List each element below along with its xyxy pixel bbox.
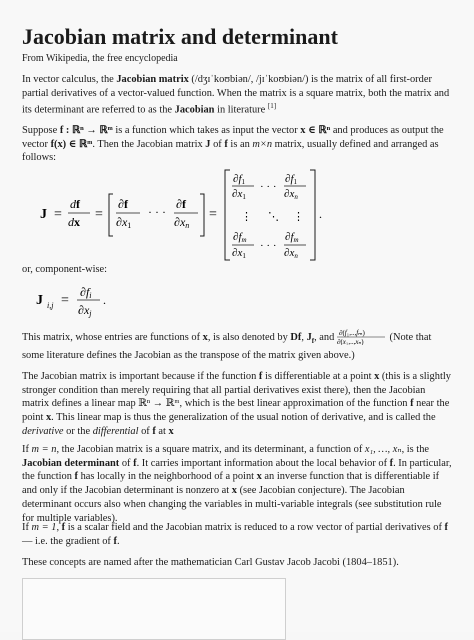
component-wise-label: or, component-wise: xyxy=(22,264,107,275)
svg-text:∂(x₁,..,xₙ): ∂(x₁,..,xₙ) xyxy=(336,338,364,345)
figure-frame xyxy=(22,578,286,640)
svg-text:df: df xyxy=(70,197,80,211)
svg-text:=: = xyxy=(54,207,62,222)
svg-text:.: . xyxy=(103,293,106,307)
svg-text:=: = xyxy=(209,207,217,222)
svg-text:∂x1: ∂x1 xyxy=(232,188,246,201)
svg-text:i,j: i,j xyxy=(47,301,54,310)
svg-text:.: . xyxy=(319,207,322,221)
svg-text:∂fm: ∂fm xyxy=(285,231,299,244)
svg-text:· · ·: · · · xyxy=(260,240,277,252)
svg-text:∂xn: ∂xn xyxy=(174,215,190,230)
svg-text:∂f1: ∂f1 xyxy=(233,173,245,186)
jacobian-notation xyxy=(337,329,387,345)
svg-text:∂f: ∂f xyxy=(176,197,186,211)
svg-text:∂x1: ∂x1 xyxy=(232,247,246,260)
svg-text:∂xj: ∂xj xyxy=(78,303,92,318)
intro-paragraph: In vector calculus, the Jacobian matrix (/dʒɪˈkoʊbiən/, /jɪˈkoʊbiən/) is the matrix of all first-order partial derivatives of a vector-valued function. When the matrix is a square matrix, both the matrix and its determinant are referred to as the Jacobian in literature [1] xyxy=(22,74,450,116)
notation-paragraph: This matrix, whose entries are functions of x, is also denoted by Df, $J_f$, and ∂(f₁,..,fₘ) ∂(x₁,..,xₙ) (Note that some literature defines the Jacobian as the transpose of the matrix given above.) xyxy=(22,329,432,361)
svg-text:· · ·: · · · xyxy=(260,181,277,193)
svg-text:⋮: ⋮ xyxy=(241,211,252,223)
term-jacobian-determinant: Jacobian determinant xyxy=(22,457,120,469)
svg-text:⋮: ⋮ xyxy=(293,211,304,223)
svg-text:∂xn: ∂xn xyxy=(284,247,298,260)
svg-text:⋱: ⋱ xyxy=(268,211,279,223)
page-title: Jacobian matrix and determinant xyxy=(22,24,338,49)
svg-text:=: = xyxy=(95,207,103,222)
importance-paragraph: The Jacobian matrix is important because if the function f is differentiable at a point x (this is a slightly stronger condition than merely requiring that all partial derivatives exist there), then the Jacobian matrix defines a linear map ℝⁿ → ℝᵐ, which is the best linear approximation of the function f near the point x. This linear map is thus the generalization of the usual notion of derivative, and is called the derivative or the differential of f at x xyxy=(22,371,451,437)
svg-text:∂f1: ∂f1 xyxy=(285,173,297,186)
naming-paragraph: These concepts are named after the mathematician Carl Gustav Jacob Jacobi (1804–1851). xyxy=(22,557,399,568)
term-jacobian: Jacobian xyxy=(174,104,215,116)
svg-text:J: J xyxy=(40,207,47,222)
svg-text:dx: dx xyxy=(68,215,80,229)
jacobian-matrix-formula xyxy=(40,166,340,262)
svg-text:∂x1: ∂x1 xyxy=(116,215,132,230)
svg-text:∂fm: ∂fm xyxy=(233,231,247,244)
determinant-paragraph: If m = n, the Jacobian matrix is a square matrix, and its determinant, a function of x₁, …, xₙ, is the Jacobian determinant of f. It carries important information about the local behavior of f. In particular, the function f has locally in the neighborhood of a point x an inverse function that is differentiable if and only if the Jacobian determinant is nonzero at x (see Jacobian conjecture). The Jacobian determinant occurs also when changing the variables in multi-variable integrals (see substitution rule for multiple variables). xyxy=(22,444,452,524)
differential-link[interactable]: differential xyxy=(92,425,139,437)
scalar-field-paragraph: If m = 1, f is a scalar field and the Jacobian matrix is reduced to a row vector of partial derivatives of f— i.e. the gradient of f. xyxy=(22,522,448,547)
page-subtitle: From Wikipedia, the free encyclopedia xyxy=(22,53,178,64)
definition-paragraph: Suppose f : ℝⁿ → ℝᵐ is a function which takes as input the vector x ∈ ℝⁿ and produces as output the vector f(x) ∈ ℝᵐ. Then the Jacobian matrix J of f is an m×n matrix, usually defined and arranged as follows: xyxy=(22,125,444,164)
svg-text:=: = xyxy=(61,293,69,308)
component-wise-formula xyxy=(36,282,126,318)
derivative-link[interactable]: derivative xyxy=(22,425,64,437)
svg-text:∂fi: ∂fi xyxy=(80,285,92,300)
svg-text:∂xn: ∂xn xyxy=(284,188,298,201)
svg-text:∂f: ∂f xyxy=(118,197,128,211)
svg-text:· · ·: · · · xyxy=(148,205,166,219)
term-jacobian-matrix: Jacobian matrix xyxy=(116,74,189,85)
svg-text:∂(f₁,..,fₘ): ∂(f₁,..,fₘ) xyxy=(338,329,365,337)
svg-text:J: J xyxy=(36,293,43,308)
citation-link[interactable]: [1] xyxy=(267,102,277,111)
